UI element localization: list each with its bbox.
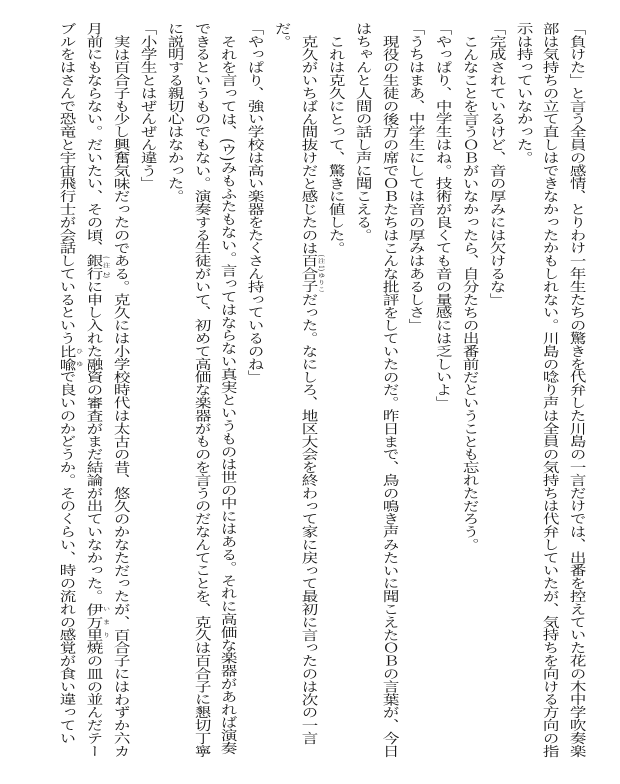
- text-segment: 月前にもならない。だいたい、その頃、: [82, 22, 102, 255]
- ruby-hiyu: [55, 344, 82, 371]
- text-line-1: 「負けた」と言う全員の感情、とりわけ一年生たちの驚きを代弁した川島の一言だけでは、出番を控えていた花の木中学吹奏楽: [566, 22, 586, 758]
- ruby-base: 比喩: [55, 344, 75, 371]
- text-line-16: に説明する親切心はなかった。: [163, 22, 183, 203]
- footnote-marker-2: (注2): [101, 254, 109, 281]
- ruby-reading: ゆりこ: [316, 271, 324, 293]
- ruby-annotation: [316, 254, 324, 293]
- text-line-15: できるというものでもない。演奏する生徒がいて、初めて高価な楽器がものを言うのだなんてことを、克久は百合子に懇切丁寧: [190, 22, 210, 758]
- text-line-17: 「小学生とはぜんぜん違う」: [136, 22, 157, 190]
- text-segment: 焼の皿の並んだテー: [82, 641, 102, 758]
- ruby-yuriko: [297, 254, 324, 293]
- text-segment: ブルをはさんで恐竜と宇宙飛行士が会話しているという: [55, 22, 75, 345]
- text-line-4: 「完成されているけど、音の厚みには欠けるな」: [485, 22, 505, 306]
- text-line-8: 現役の生徒の後方の席でＯＢたちはこんな批評をしていたのだ。昨日まで、鳥の鳴き声みたいに聞こえたＯＢの言葉が、今日: [378, 34, 398, 758]
- text-line-5: こんなことを言うＯＢがいなかったら、自分たちの出番前だということも忘れただろう。: [458, 34, 479, 551]
- footnote-marker-1: (注1): [316, 254, 324, 272]
- ruby-base: 伊万里: [82, 602, 102, 642]
- ruby-base: 百合子: [297, 254, 317, 293]
- ruby-ginkou: [82, 254, 109, 281]
- ruby-reading: いまり: [101, 602, 109, 642]
- text-segment: 克久がいちばん間抜けだと感じたのは: [297, 34, 317, 255]
- text-line-6: 「やっぱり、中学生はね。技術が良くても音の量感には乏しいよ」: [432, 22, 452, 409]
- text-line-12: だ。: [270, 22, 291, 48]
- vertical-text-body: [51, 22, 588, 772]
- text-line-14: それを言っては、(ウ)みもふたもない。言ってはならない真実というものは世の中にはある。それに高価な楽器があれば演奏: [217, 34, 237, 755]
- text-line-9: はちゃんと人間の話し声に聞こえる。: [351, 22, 371, 242]
- text-line-3: 示は持っていなかった。: [512, 22, 532, 164]
- ruby-reading: ひゆ: [74, 344, 82, 371]
- text-line-2: 部は気持ちの立て直しはできなかったかもしれない。川島の唸り声は全員の気持ちは代弁していたが、気持ちを向ける方向の指: [539, 22, 559, 758]
- text-line-20: [47, 22, 82, 772]
- text-line-10: これは克久にとって、驚きに値した。: [324, 34, 345, 255]
- text-segment: で良いのかどうか。そのくらい、時の流れの感覚が食い違ってい: [55, 370, 75, 745]
- ruby-imari: [82, 602, 109, 642]
- ruby-base: 銀行: [82, 254, 102, 281]
- text-segment: だった。なにしろ、地区大会を終わって家に戻って最初に言ったのは次の一言: [297, 292, 317, 745]
- text-line-18: 実は百合子も少し興奮気味だったのである。克久には小学校時代は太古の昔、悠久のかなただったが、百合子にはわずか六カ: [110, 34, 130, 758]
- text-line-13: 「やっぱり、強い学校は高い楽器をたくさん持っているのね」: [244, 22, 264, 384]
- text-segment: に申し入れた融資の審査がまだ結論が出ていなかった。: [82, 280, 102, 603]
- text-line-7: 「うちはまあ、中学生にしては音の厚みはあるしさ」: [405, 22, 425, 332]
